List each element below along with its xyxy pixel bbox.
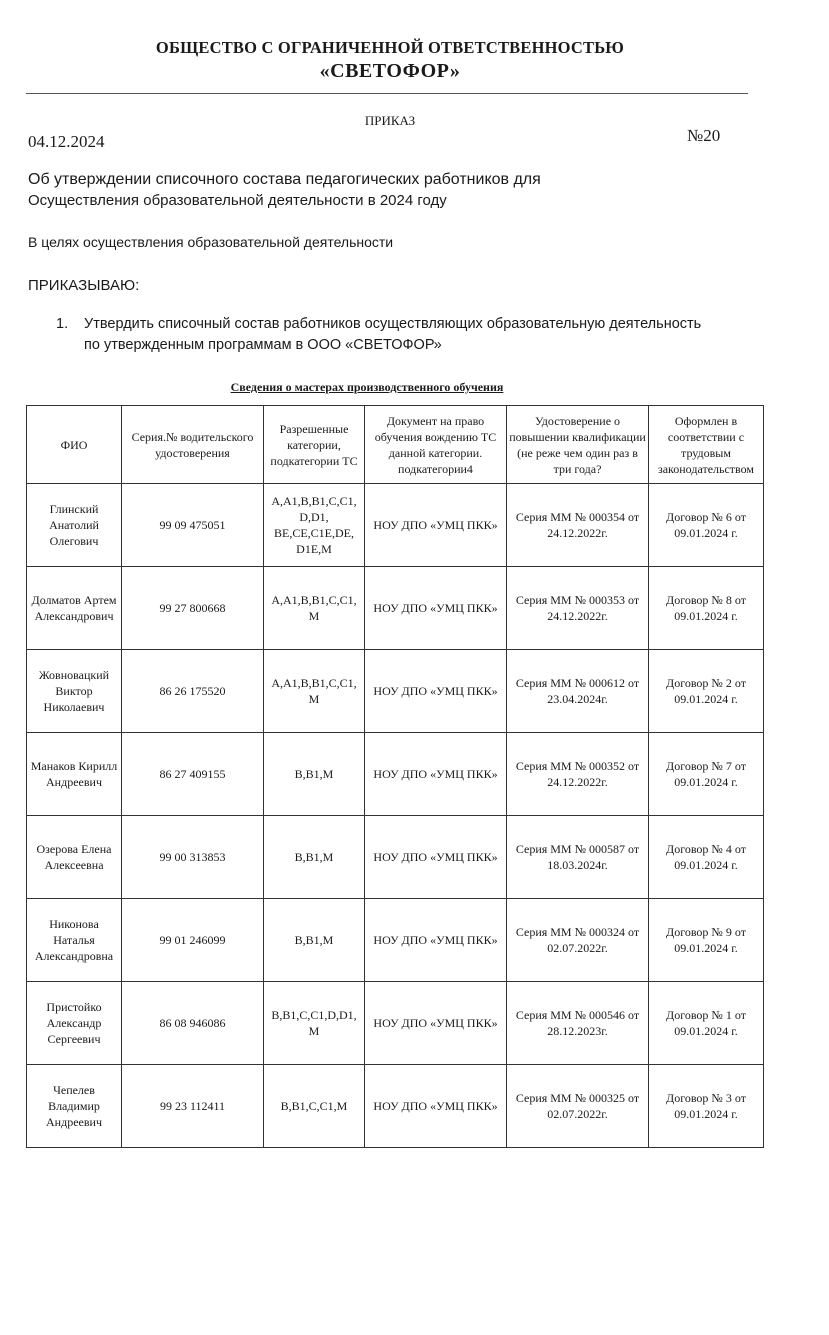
cell-fio: Озерова Елена Алексеевна: [27, 816, 122, 899]
cell-categories: B,B1,M: [264, 733, 365, 816]
cell-categories: B,B1,C,C1,D,D1, M: [264, 982, 365, 1065]
cell-contract: Договор № 3 от 09.01.2024 г.: [649, 1065, 764, 1148]
cell-license: 99 01 246099: [122, 899, 264, 982]
cell-document: НОУ ДПО «УМЦ ПКК»: [365, 982, 507, 1065]
col-header-document: Документ на право обучения вождению ТС данной категории. подкатегории4: [365, 406, 507, 484]
cell-license: 99 09 475051: [122, 484, 264, 567]
cell-fio: Пристойко Александр Сергеевич: [27, 982, 122, 1065]
col-header-categories: Разрешенные категории, подкатегории ТС: [264, 406, 365, 484]
cell-contract: Договор № 7 от 09.01.2024 г.: [649, 733, 764, 816]
cell-license: 86 08 946086: [122, 982, 264, 1065]
cell-qualification: Серия ММ № 000354 от 24.12.2022г.: [507, 484, 649, 567]
cell-fio: Манаков Кирилл Андреевич: [27, 733, 122, 816]
order-purpose: В целях осуществления образовательной деятельности: [28, 234, 394, 250]
cell-document: НОУ ДПО «УМЦ ПКК»: [365, 733, 507, 816]
cell-license: 99 27 800668: [122, 567, 264, 650]
cell-license: 99 00 313853: [122, 816, 264, 899]
cell-fio: Глинский Анатолий Олегович: [27, 484, 122, 567]
cell-qualification: Серия ММ № 000353 от 24.12.2022г.: [507, 567, 649, 650]
cell-contract: Договор № 4 от 09.01.2024 г.: [649, 816, 764, 899]
cell-qualification: Серия ММ № 000612 от 23.04.2024г.: [507, 650, 649, 733]
col-header-license: Серия.№ водительского удостоверения: [122, 406, 264, 484]
cell-document: НОУ ДПО «УМЦ ПКК»: [365, 650, 507, 733]
cell-categories: A,A1,B,B1,C,C1, M: [264, 567, 365, 650]
table-row: [27, 733, 764, 816]
cell-categories: A,A1,B,B1,C,C1, M: [264, 650, 365, 733]
cell-fio: Никонова Наталья Александровна: [27, 899, 122, 982]
cell-document: НОУ ДПО «УМЦ ПКК»: [365, 816, 507, 899]
cell-fio: Чепелев Владимир Андреевич: [27, 1065, 122, 1148]
cell-contract: Договор № 8 от 09.01.2024 г.: [649, 567, 764, 650]
table-row: [27, 650, 764, 733]
cell-license: 99 23 112411: [122, 1065, 264, 1148]
cell-categories: B,B1,M: [264, 899, 365, 982]
document-type: ПРИКАЗ: [364, 113, 416, 128]
table-caption: Сведения о мастерах производственного обучения: [230, 380, 504, 394]
orders-heading: ПРИКАЗЫВАЮ:: [28, 277, 140, 294]
cell-license: 86 27 409155: [122, 733, 264, 816]
cell-contract: Договор № 2 от 09.01.2024 г.: [649, 650, 764, 733]
cell-document: НОУ ДПО «УМЦ ПКК»: [365, 567, 507, 650]
staff-table: [26, 405, 764, 1148]
order-date: 04.12.2024: [28, 132, 105, 151]
cell-document: НОУ ДПО «УМЦ ПКК»: [365, 1065, 507, 1148]
table-row: [27, 899, 764, 982]
header-divider: [26, 93, 748, 94]
cell-categories: B,B1,M: [264, 816, 365, 899]
order-item-line2: по утвержденным программам в ООО «СВЕТОФОР»: [84, 337, 442, 353]
cell-qualification: Серия ММ № 000546 от 28.12.2023г.: [507, 982, 649, 1065]
order-item-number: 1.: [56, 316, 69, 332]
table-header-row: [27, 406, 764, 484]
cell-contract: Договор № 9 от 09.01.2024 г.: [649, 899, 764, 982]
cell-license: 86 26 175520: [122, 650, 264, 733]
table-row: [27, 982, 764, 1065]
order-subject-line1: Об утверждении списочного состава педагогических работников для: [28, 171, 541, 188]
col-header-fio: ФИО: [27, 406, 122, 484]
cell-qualification: Серия ММ № 000325 от 02.07.2022г.: [507, 1065, 649, 1148]
cell-contract: Договор № 1 от 09.01.2024 г.: [649, 982, 764, 1065]
col-header-contract: Оформлен в соответствии с трудовым законодательством: [649, 406, 764, 484]
cell-categories: A,A1,B,B1,C,C1, D,D1, BE,CE,C1E,DE, D1E,M: [264, 484, 365, 567]
cell-categories: B,B1,C,C1,M: [264, 1065, 365, 1148]
cell-qualification: Серия ММ № 000324 от 02.07.2022г.: [507, 899, 649, 982]
org-name-line1: ОБЩЕСТВО С ОГРАНИЧЕННОЙ ОТВЕТСТВЕННОСТЬЮ: [155, 38, 625, 57]
cell-qualification: Серия ММ № 000587 от 18.03.2024г.: [507, 816, 649, 899]
table-row: [27, 484, 764, 567]
table-row: [27, 567, 764, 650]
order-item-text: [84, 314, 784, 356]
cell-fio: Долматов Артем Александрович: [27, 567, 122, 650]
col-header-qualification: Удостоверение о повышении квалификации (не реже чем один раз в три года?: [507, 406, 649, 484]
order-number: №20: [687, 126, 721, 145]
cell-fio: Жовновацкий Виктор Николаевич: [27, 650, 122, 733]
table-row: [27, 1065, 764, 1148]
order-item-line1: Утвердить списочный состав работников осуществляющих образовательную деятельность: [84, 316, 702, 332]
org-name-line2: «СВЕТОФОР»: [319, 60, 461, 82]
order-subject-line2: Осуществления образовательной деятельности в 2024 году: [28, 192, 447, 209]
cell-document: НОУ ДПО «УМЦ ПКК»: [365, 484, 507, 567]
cell-contract: Договор № 6 от 09.01.2024 г.: [649, 484, 764, 567]
table-row: [27, 816, 764, 899]
cell-qualification: Серия ММ № 000352 от 24.12.2022г.: [507, 733, 649, 816]
cell-document: НОУ ДПО «УМЦ ПКК»: [365, 899, 507, 982]
